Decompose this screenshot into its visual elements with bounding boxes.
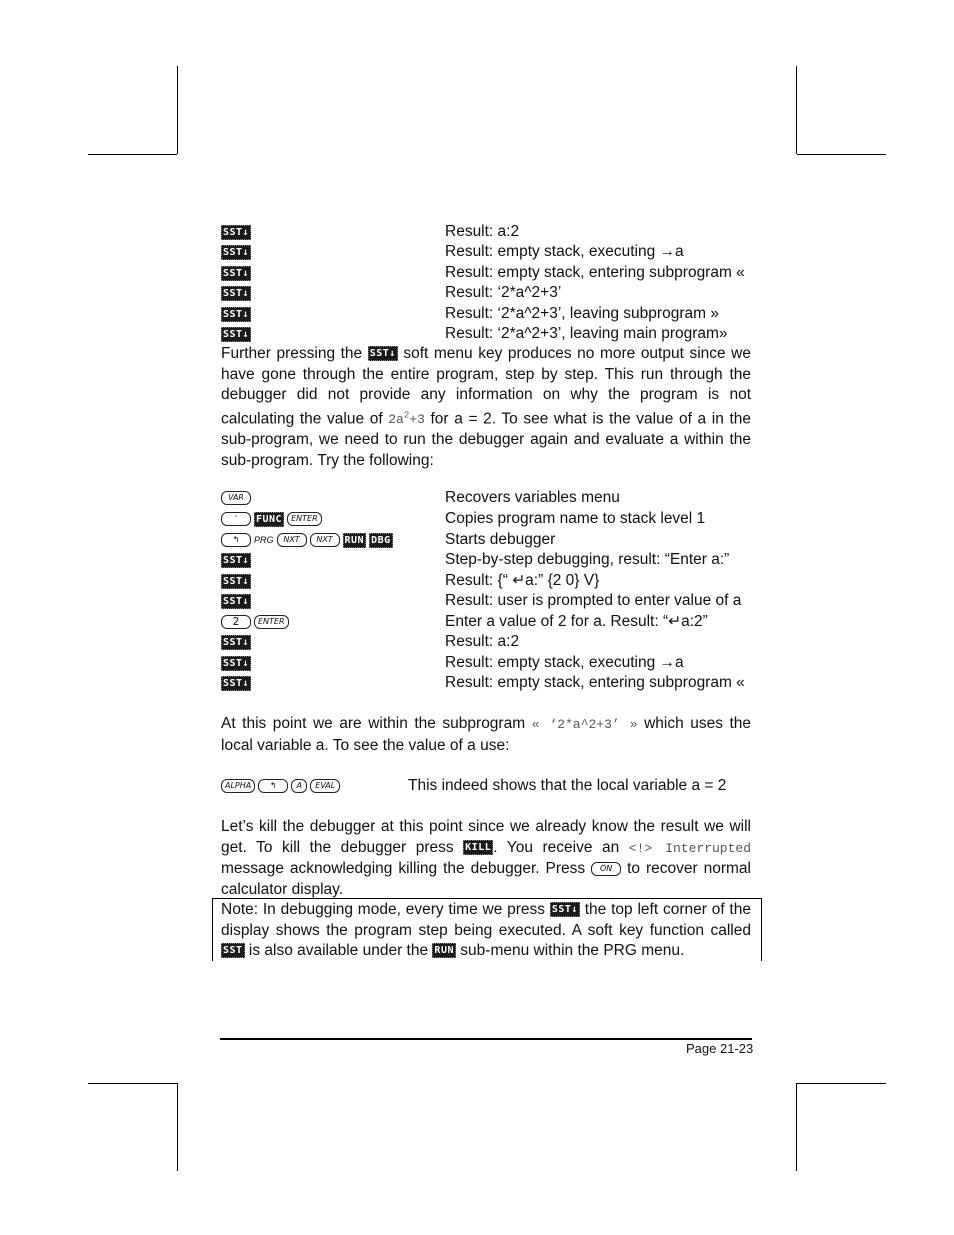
row-description: Enter a value of 2 for a. Result: “↵a:2”	[445, 613, 708, 630]
row-description: Result: ‘2*a^2+3’, leaving main program»	[445, 325, 728, 342]
sst-down-softkey: SST↓	[223, 226, 250, 238]
row-description: Recovers variables menu	[445, 489, 620, 506]
row-description: Copies program name to stack level 1	[445, 510, 706, 527]
paragraph-text: which uses the local variable a. To see the value of a use:	[221, 715, 752, 754]
sst-down-softkey: SST↓	[223, 575, 250, 587]
row-description: Result: empty stack, executing →a	[445, 243, 684, 260]
crop-mark	[796, 66, 797, 154]
nxt-key: NXT	[310, 533, 340, 547]
explanation-paragraph	[221, 344, 751, 471]
enter-key: ENTER	[254, 615, 289, 629]
crop-mark	[177, 66, 178, 154]
paragraph-text: is also available under the	[248, 942, 429, 959]
crop-mark	[797, 154, 886, 155]
sst-down-softkey: SST↓	[223, 636, 250, 648]
left-shift-key: ↰	[258, 779, 288, 793]
row-description: Result: user is prompted to enter value of a	[445, 592, 742, 609]
sst-down-softkey: SST↓	[551, 904, 578, 916]
eval-key: EVAL	[310, 779, 340, 793]
prg-label: PRG	[254, 535, 274, 545]
row-description: Result: ‘2*a^2+3’, leaving subprogram »	[445, 305, 719, 322]
row-description: Starts debugger	[445, 531, 556, 548]
crop-mark	[177, 1083, 178, 1171]
alpha-key: ALPHA	[221, 779, 255, 793]
inline-code: <!> Interrupted	[628, 840, 752, 856]
sst-down-softkey: SST↓	[223, 554, 250, 566]
paragraph-text: Let’s kill the debugger at this point since we already know the result we will get. To kill the debugger press	[221, 818, 751, 856]
explanation-paragraph	[221, 714, 751, 756]
sst-down-softkey: SST↓	[223, 677, 250, 689]
sst-down-softkey: SST↓	[223, 246, 250, 258]
paragraph-text: to recover normal calculator display.	[221, 860, 751, 898]
crop-mark	[796, 1083, 797, 1171]
row-description: Step-by-step debugging, result: “Enter a:”	[445, 551, 730, 568]
note-text	[221, 900, 751, 962]
sst-down-softkey: SST↓	[369, 348, 396, 360]
enter-key: ENTER	[287, 512, 322, 526]
sst-down-softkey: SST↓	[223, 267, 250, 279]
sst-down-softkey: SST↓	[223, 287, 250, 299]
row-description: Result: a:2	[445, 633, 520, 650]
row-description: Result: {“ ↵a:” {2 0} V}	[445, 572, 600, 589]
paragraph-text: sub-menu within the PRG menu.	[460, 942, 685, 959]
run-softkey: RUN	[344, 534, 365, 546]
paragraph-text: for a = 2. To see what is the value of a in the sub-program, we need to run the debugger again and evaluate a within the sub-program. Try the following:	[221, 409, 751, 469]
page-number: Page 21-23	[686, 1041, 754, 1056]
dbug-softkey: DBG	[371, 534, 391, 546]
row-description: This indeed shows that the local variable a = 2	[408, 777, 727, 794]
row-description: Result: empty stack, entering subprogram «	[445, 674, 745, 691]
crop-mark	[88, 154, 177, 155]
row-description: Result: a:2	[445, 223, 520, 240]
row-description: Result: empty stack, executing →a	[445, 654, 684, 671]
crop-mark	[797, 1083, 886, 1084]
paragraph-text: soft menu key produces no more output since we have gone through the entire program, step by step. This run through the debugger did not provide any information on why the program is not calculating the value of	[221, 345, 751, 427]
explanation-paragraph	[221, 817, 751, 900]
func-softkey: FUNC	[256, 513, 283, 525]
left-shift-key: ↰	[221, 533, 251, 547]
nxt-key: NXT	[277, 533, 307, 547]
kill-softkey: KILL	[465, 841, 492, 853]
paragraph-text: the top left corner of the display shows the program step being executed. A soft key function called	[221, 901, 751, 939]
sst-down-softkey: SST↓	[223, 595, 250, 607]
var-key: VAR	[221, 491, 251, 505]
two-key: 2	[221, 615, 251, 629]
inline-code: « ‘2*a^2+3’ »	[531, 717, 638, 732]
tick-key: '	[221, 512, 251, 526]
row-description: Result: empty stack, entering subprogram «	[445, 264, 745, 281]
a-key: A	[291, 779, 307, 793]
run-softkey: RUN	[434, 945, 454, 957]
sst-softkey: SST	[223, 945, 243, 957]
footer-rule	[220, 1038, 752, 1040]
crop-mark	[88, 1083, 177, 1084]
paragraph-text: Further pressing the	[221, 345, 363, 362]
sst-down-softkey: SST↓	[223, 328, 250, 340]
sst-down-softkey: SST↓	[223, 308, 250, 320]
on-key: ON	[591, 862, 621, 876]
inline-expression: $2a^2+3$	[388, 410, 425, 427]
paragraph-text: message acknowledging killing the debugger. Press	[221, 860, 586, 877]
paragraph-text: At this point we are within the subprogram	[221, 715, 526, 732]
paragraph-text: Note: In debugging mode, every time we press	[221, 901, 546, 918]
paragraph-text: . You receive an	[493, 838, 620, 856]
sst-down-softkey: SST↓	[223, 657, 250, 669]
row-description: Result: ‘2*a^2+3’	[445, 284, 562, 301]
